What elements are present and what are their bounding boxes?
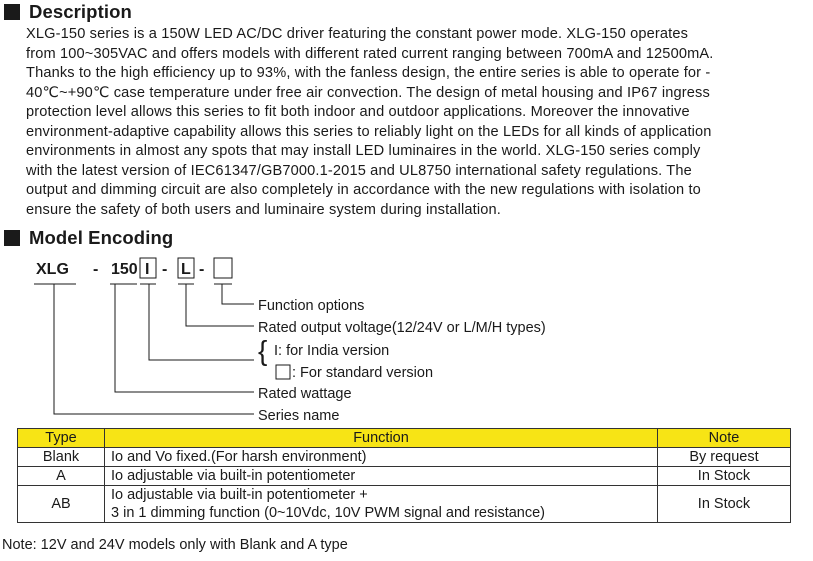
header-note: Note — [658, 429, 791, 448]
cell-note: In Stock — [658, 486, 791, 523]
cell-function: Io adjustable via built-in potentiometer — [105, 467, 658, 486]
cell-type: A — [18, 467, 105, 486]
description-line: output and dimming circuit are also completely in accordance with the new regulations with isolation to — [26, 182, 701, 198]
label-india-version: I: for India version — [274, 343, 390, 359]
function-table — [17, 428, 791, 523]
description-heading — [4, 1, 132, 23]
cell-note: In Stock — [658, 467, 791, 486]
model-encoding-diagram — [0, 250, 813, 425]
bullet-square-icon — [4, 4, 20, 20]
description-line: 40℃~+90℃ case temperature under free air convection. The design of metal housing and IP67 ingress — [26, 84, 710, 101]
label-function-options: Function options — [258, 298, 365, 314]
cell-note: By request — [658, 448, 791, 467]
header-type: Type — [18, 429, 105, 448]
table-header-row — [18, 429, 791, 448]
code-dash: - — [199, 261, 205, 278]
description-line: with the latest version of IEC61347/GB7000.1-2015 and UL8750 international safety regulations. The — [26, 162, 692, 179]
description-line: Thanks to the high efficiency up to 93%, with the fanless design, the entire series is able to operate for - — [26, 65, 711, 81]
header-function: Function — [105, 429, 658, 448]
leader-lines — [34, 284, 254, 414]
code-box1-letter: I — [145, 261, 150, 278]
cell-type: Blank — [18, 448, 105, 467]
table-row — [18, 486, 791, 523]
label-rated-output-voltage: Rated output voltage(12/24V or L/M/H types) — [258, 320, 546, 336]
label-series-name: Series name — [258, 408, 340, 424]
brace-icon: { — [258, 335, 268, 366]
label-standard-version: : For standard version — [292, 365, 434, 381]
label-rated-wattage: Rated wattage — [258, 386, 352, 402]
table-row — [18, 467, 791, 486]
cell-function: Io and Vo fixed.(For harsh environment) — [105, 448, 658, 467]
footnote: Note: 12V and 24V models only with Blank and A type — [2, 537, 348, 553]
description-line: ensure the safety of both users and luminaire system during installation. — [26, 201, 501, 218]
cell-type: AB — [18, 486, 105, 523]
code-dash: - — [162, 261, 168, 278]
standard-version-box — [276, 365, 290, 379]
description-text — [26, 25, 812, 220]
code-wattage: 150 — [111, 261, 138, 278]
description-title: Description — [29, 1, 132, 22]
description-line: environment-adaptive capability allows this series to reliably light on the LEDs for all kinds of application — [26, 123, 712, 140]
code-box2-letter: L — [181, 261, 191, 278]
code-series: XLG — [36, 261, 69, 278]
description-line: from 100~305VAC and offers models with different rated current ranging between 700mA and 12500mA. — [26, 45, 714, 62]
cell-function-line: Io adjustable via built-in potentiometer + — [111, 487, 368, 503]
code-dash: - — [93, 261, 99, 278]
table-row — [18, 448, 791, 467]
bullet-square-icon — [4, 230, 20, 246]
code-box-function — [214, 258, 232, 278]
description-line: XLG-150 series is a 150W LED AC/DC driver featuring the constant power mode. XLG-150 operates — [26, 26, 689, 42]
model-encoding-heading — [4, 227, 173, 249]
cell-function — [105, 486, 658, 523]
model-encoding-title: Model Encoding — [29, 227, 174, 248]
description-line: environments in almost any spots that may install LED luminaires in the world. XLG-150 series comply — [26, 143, 701, 159]
cell-function-line: 3 in 1 dimming function (0~10Vdc, 10V PWM signal and resistance) — [111, 505, 546, 521]
description-line: protection level allows this series to fit both indoor and outdoor applications. Moreover the innovative — [26, 104, 690, 120]
